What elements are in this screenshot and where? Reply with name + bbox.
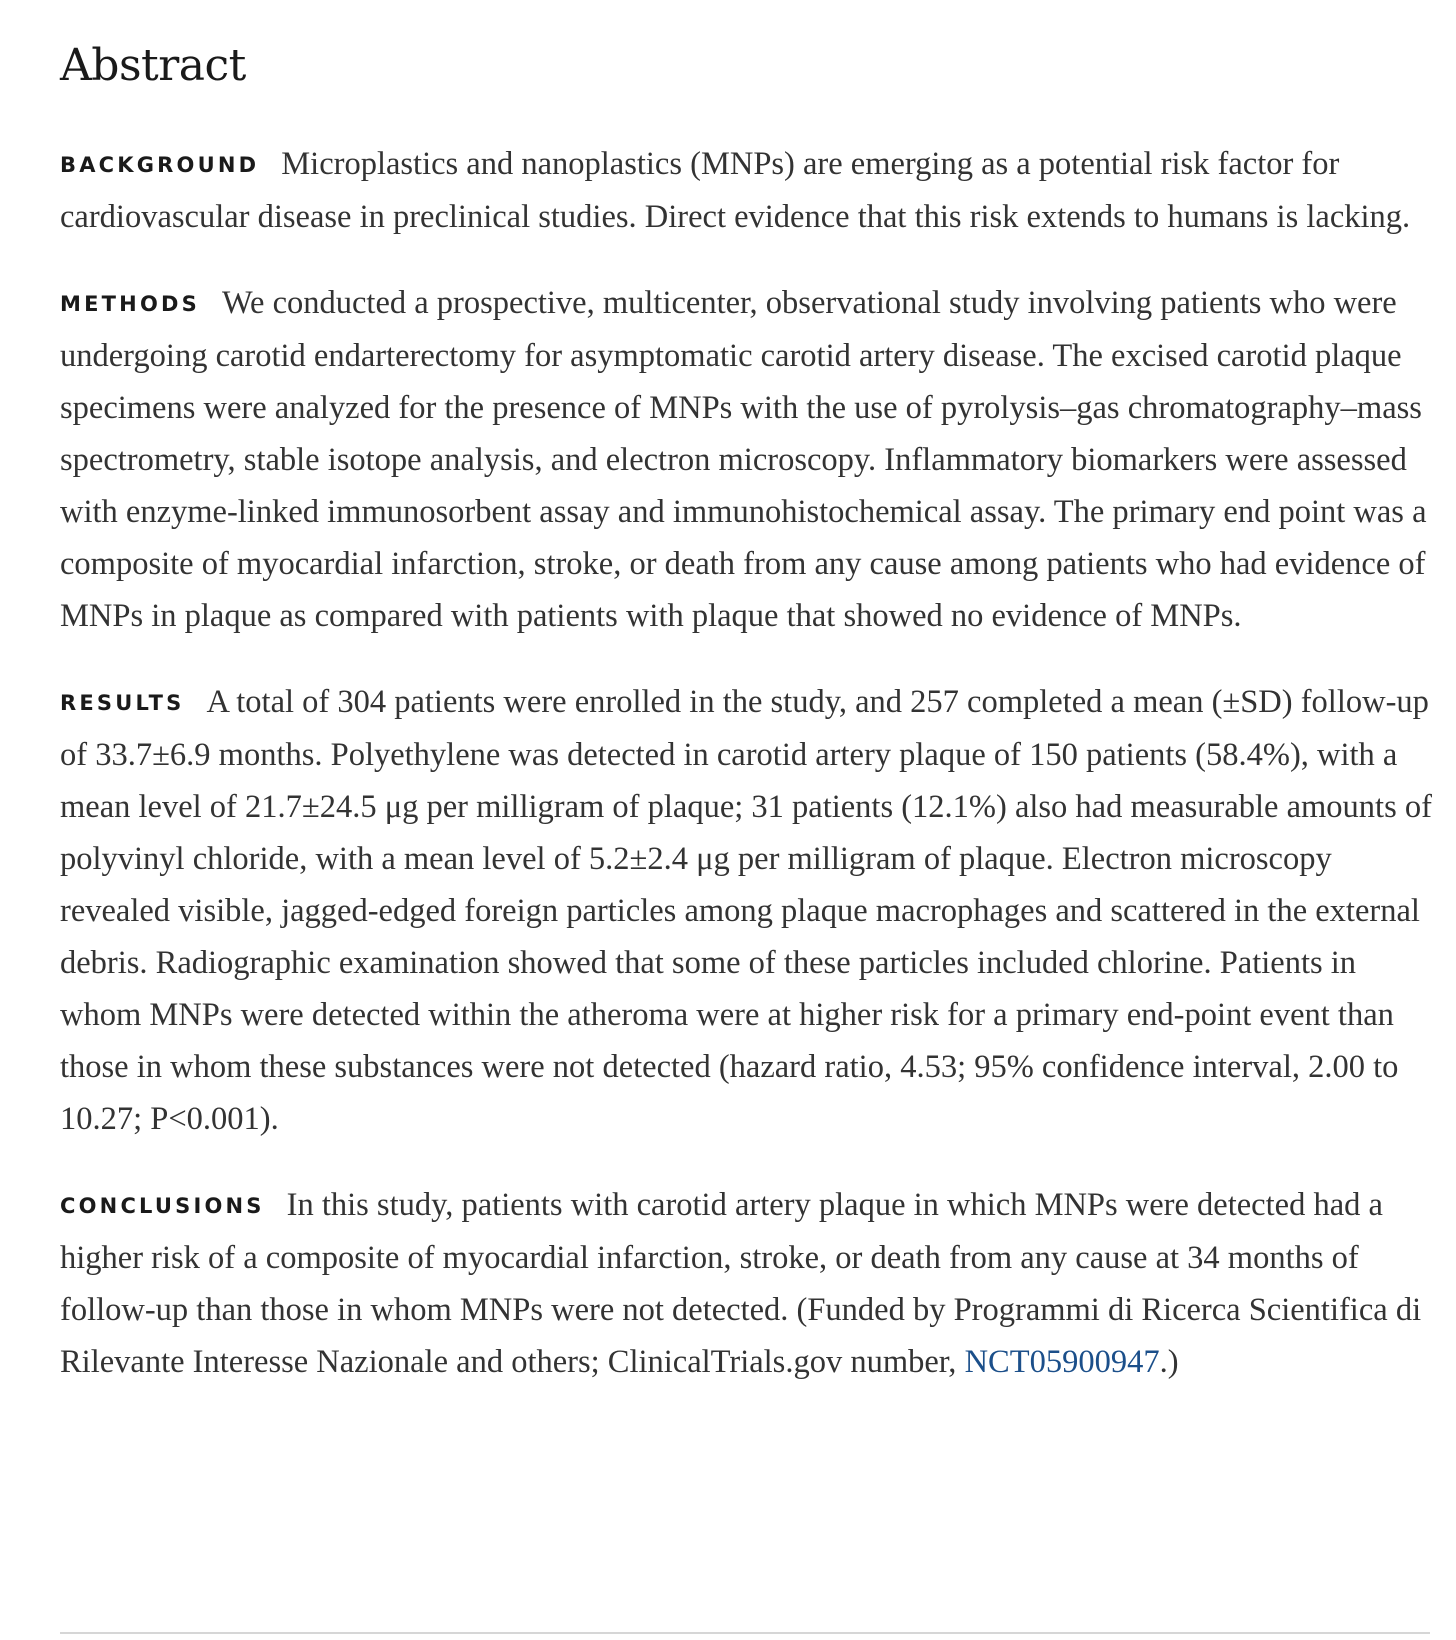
results-label: RESULTS [60, 691, 185, 715]
clinical-trial-link[interactable]: NCT05900947 [964, 1344, 1160, 1380]
results-section [60, 676, 1432, 1145]
conclusions-label: CONCLUSIONS [60, 1194, 265, 1218]
background-label: BACKGROUND [60, 153, 260, 177]
conclusions-section [60, 1179, 1432, 1388]
background-section [60, 138, 1432, 243]
results-text: A total of 304 patients were enrolled in the study, and 257 completed a mean (±SD) follow-up of 33.7±6.9 months. Polyethylene was detected in carotid artery plaque of 150 patients (58.4%), with a mean level of 21.7±24.5 μg per milligram of plaque; 31 patients (12.1%) also had measurable amounts of polyvinyl chloride, with a mean level of 5.2±2.4 μg per milligram of plaque. Electron microscopy revealed visible, jagged-edged foreign particles among plaque macrophages and scattered in the external debris. Radiographic examination showed that some of these particles included chlorine. Patients in whom MNPs were detected within the atheroma were at higher risk for a primary end-point event than those in whom these substances were not detected (hazard ratio, 4.53; 95% confidence interval, 2.00 to 10.27; P<0.001). [60, 684, 1432, 1137]
abstract-container [60, 38, 1432, 1422]
background-text: Microplastics and nanoplastics (MNPs) are emerging as a potential risk factor for cardiovascular disease in preclinical studies. Direct evidence that this risk extends to humans is lacking. [60, 146, 1411, 235]
bottom-divider [60, 1632, 1430, 1634]
conclusions-text: In this study, patients with carotid artery plaque in which MNPs were detected had a higher risk of a composite of myocardial infarction, stroke, or death from any cause at 34 months of follow-up than those in whom MNPs were not detected. (Funded by Programmi di Ricerca Scientifica di Rilevante Interesse Nazionale and others; ClinicalTrials.gov number, [60, 1187, 1422, 1380]
conclusions-closing: .) [1159, 1344, 1179, 1380]
methods-label: METHODS [60, 292, 200, 316]
methods-text: We conducted a prospective, multicenter, observational study involving patients who were undergoing carotid endarterectomy for asymptomatic carotid artery disease. The excised carotid plaque specimens were analyzed for the presence of MNPs with the use of pyrolysis–gas chromatography–mass spectrometry, stable isotope analysis, and electron microscopy. Inflammatory biomarkers were assessed with enzyme-linked immunosorbent assay and immunohistochemical assay. The primary end point was a composite of myocardial infarction, stroke, or death from any cause among patients who had evidence of MNPs in plaque as compared with patients with plaque that showed no evidence of MNPs. [60, 285, 1427, 634]
abstract-heading: Abstract [60, 40, 246, 91]
methods-section [60, 277, 1432, 642]
